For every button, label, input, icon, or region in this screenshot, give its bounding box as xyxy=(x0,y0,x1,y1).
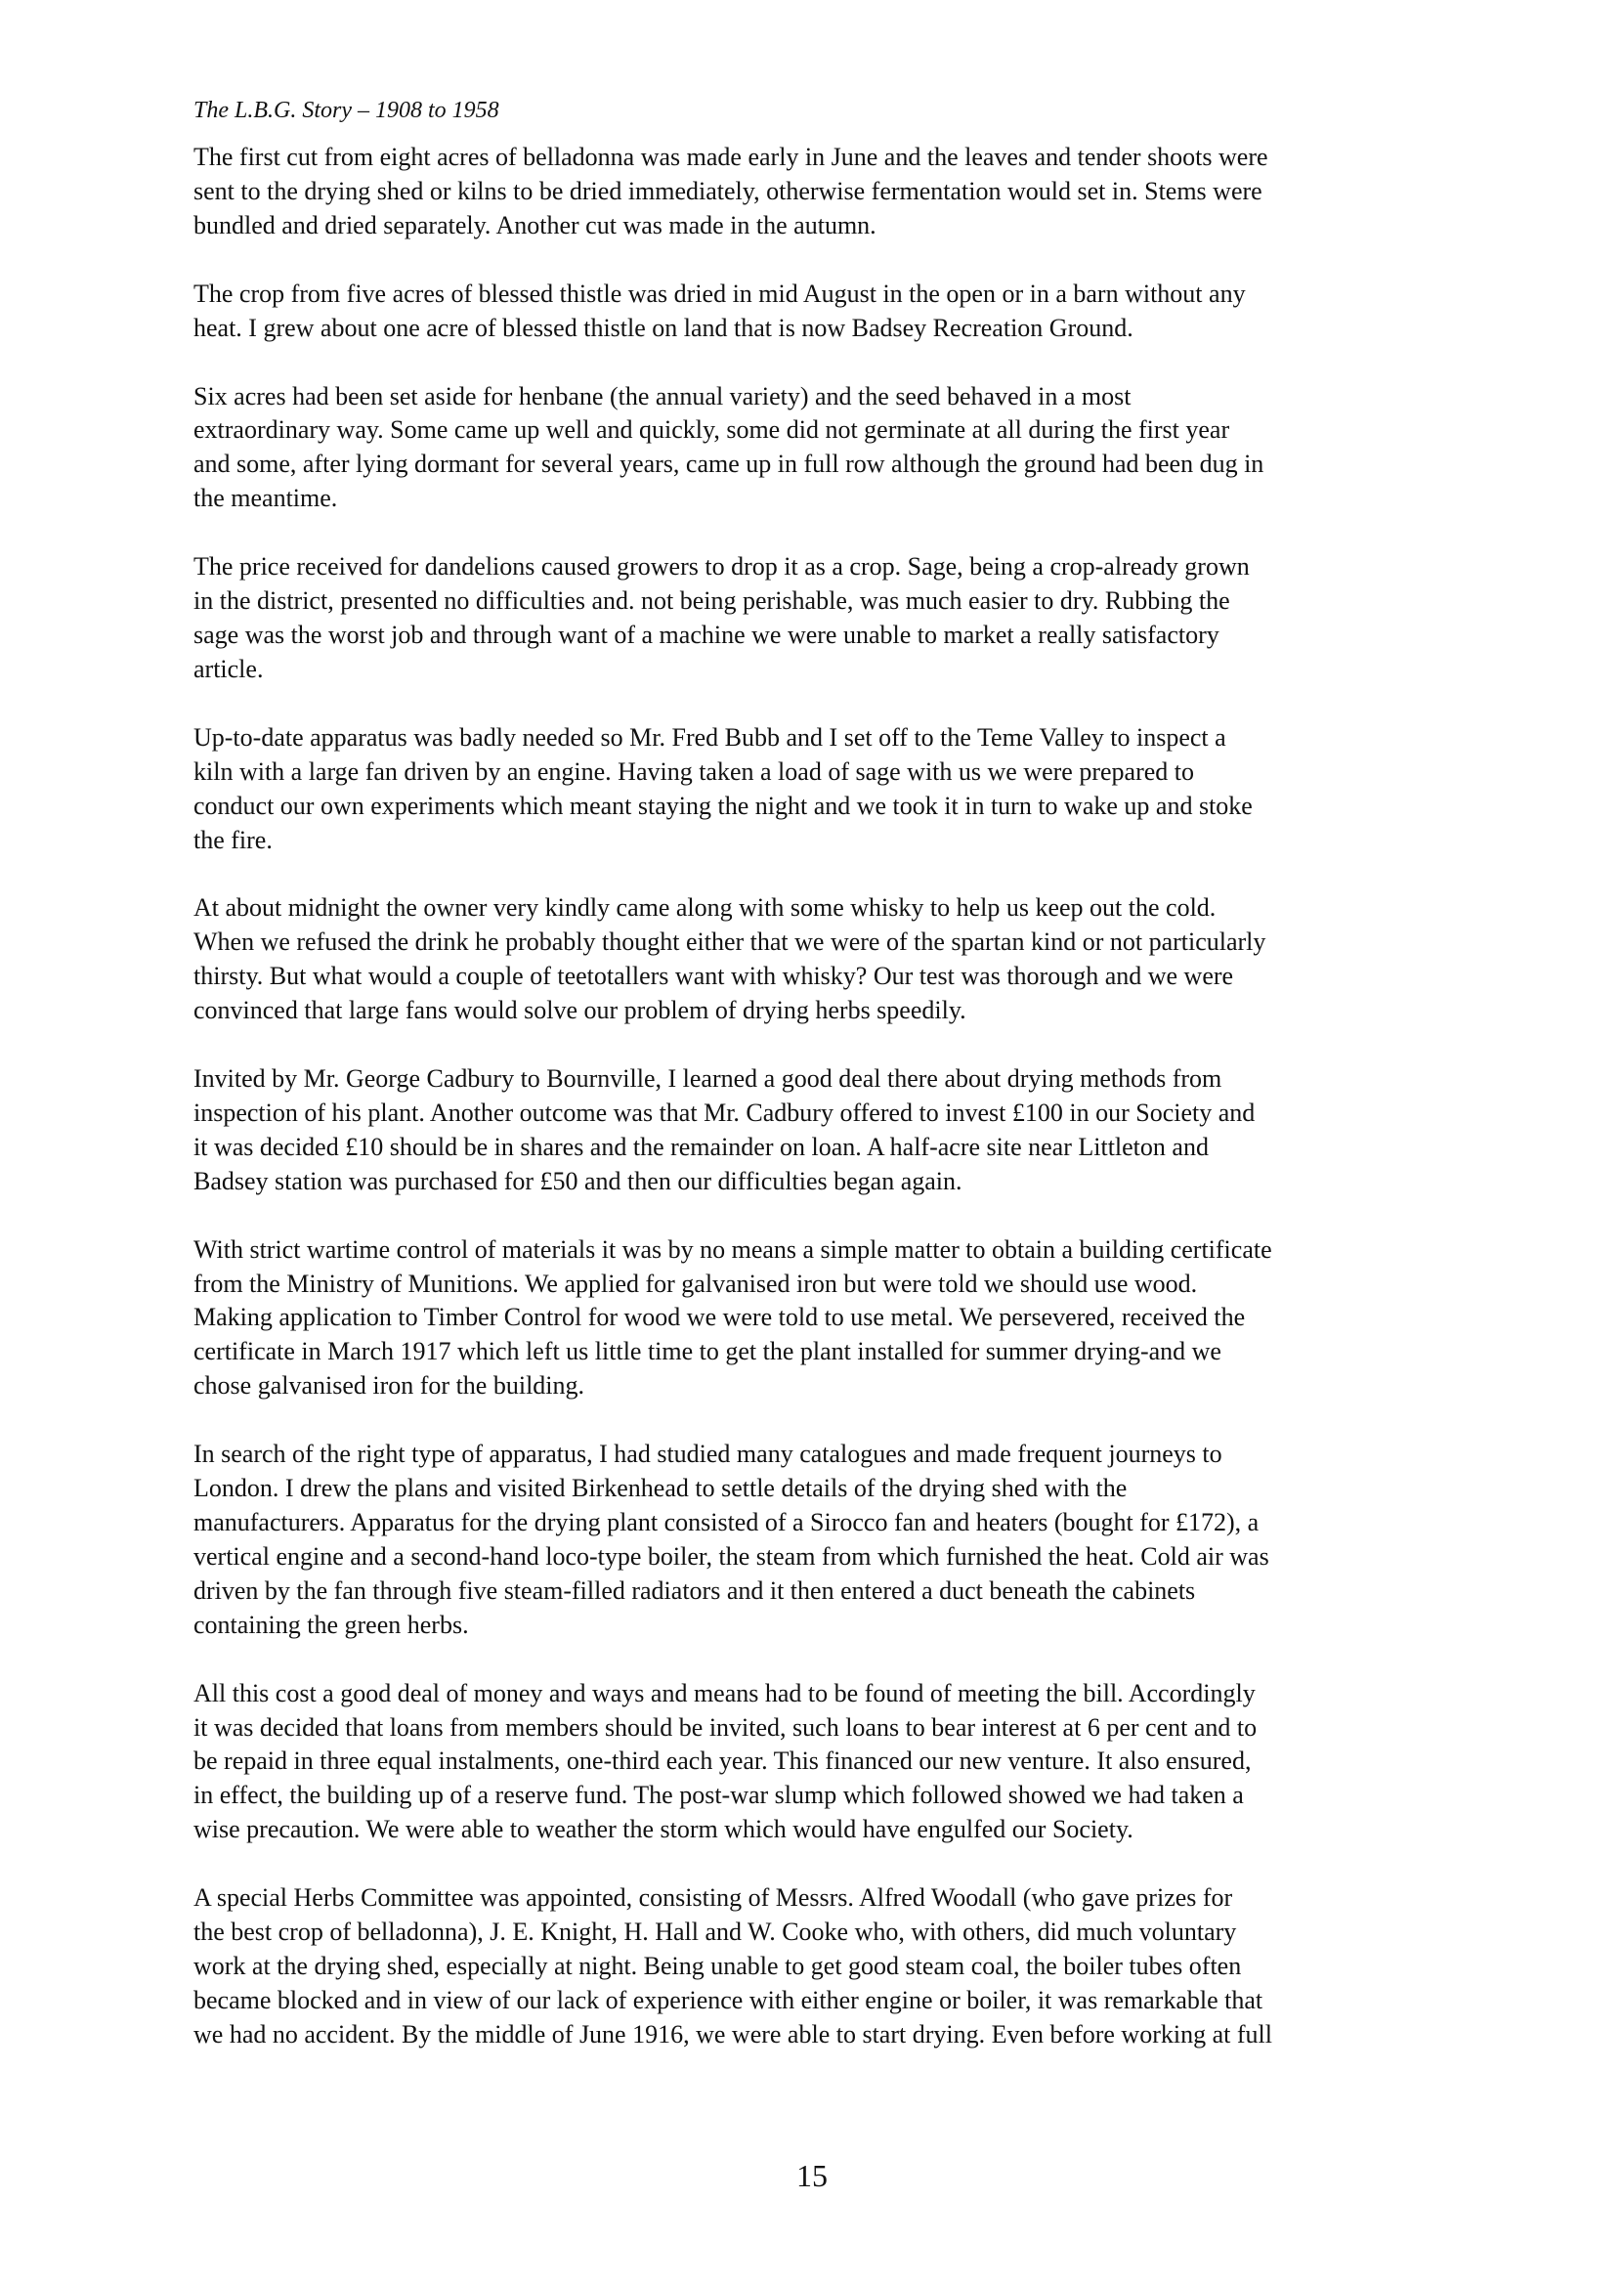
text-line: A special Herbs Committee was appointed, consisting of Messrs. Alfred Woodall (who gave prizes for xyxy=(193,1883,1233,1913)
text-line: from the Ministry of Munitions. We applied for galvanised iron but were told we should use wood. xyxy=(193,1269,1198,1298)
paragraph xyxy=(193,278,1493,346)
text-line: it was decided that loans from members should be invited, such loans to bear interest at 6 per cent and to xyxy=(193,1712,1258,1742)
text-line: Up-to-date apparatus was badly needed so Mr. Fred Bubb and I set off to the Teme Valley to inspect a xyxy=(193,722,1226,752)
text-line: be repaid in three equal instalments, one-third each year. This financed our new venture. It also ensured, xyxy=(193,1747,1252,1776)
text-line: driven by the fan through five steam-filled radiators and it then entered a duct beneath the cabinets xyxy=(193,1575,1196,1605)
text-line: the meantime. xyxy=(193,484,338,513)
text-line: became blocked and in view of our lack of experience with either engine or boiler, it was remarkable that xyxy=(193,1985,1263,2014)
paragraph xyxy=(193,721,1493,858)
text-line: it was decided £10 should be in shares and the remainder on loan. A half-acre site near Littleton and xyxy=(193,1132,1209,1161)
text-line: Invited by Mr. George Cadbury to Bournville, I learned a good deal there about drying methods from xyxy=(193,1064,1222,1094)
body-text xyxy=(193,141,1493,2087)
text-line: inspection of his plant. Another outcome was that Mr. Cadbury offered to invest £100 in our Society and xyxy=(193,1098,1256,1127)
text-line: in the district, presented no difficulties and. not being perishable, was much easier to dry. Rubbing the xyxy=(193,586,1230,616)
text-line: extraordinary way. Some came up well and quickly, some did not germinate at all during the first year xyxy=(193,415,1230,445)
text-line: With strict wartime control of materials it was by no means a simple matter to obtain a building certificate xyxy=(193,1234,1272,1264)
text-line: thirsty. But what would a couple of teetotallers want with whisky? Our test was thorough and we were xyxy=(193,962,1234,991)
text-line: The price received for dandelions caused growers to drop it as a crop. Sage, being a crop-already grown xyxy=(193,552,1250,582)
text-line: containing the green herbs. xyxy=(193,1610,469,1639)
paragraph xyxy=(193,891,1493,1028)
text-line: conduct our own experiments which meant staying the night and we took it in turn to wake up and stoke xyxy=(193,791,1253,820)
text-line: bundled and dried separately. Another cut was made in the autumn. xyxy=(193,210,876,239)
text-line: All this cost a good deal of money and ways and means had to be found of meeting the bill. Accordingly xyxy=(193,1678,1256,1707)
text-line: we had no accident. By the middle of June 1916, we were able to start drying. Even before working at full xyxy=(193,2019,1272,2049)
text-line: sage was the worst job and through want of a machine we were unable to market a really satisfactory xyxy=(193,620,1219,649)
paragraph xyxy=(193,141,1493,243)
text-line: The first cut from eight acres of belladonna was made early in June and the leaves and tender shoots were xyxy=(193,143,1268,171)
text-line: article. xyxy=(193,654,264,683)
paragraph xyxy=(193,380,1493,517)
running-header: The L.B.G. Story – 1908 to 1958 xyxy=(193,98,499,123)
text-line: sent to the drying shed or kilns to be dried immediately, otherwise fermentation would set in. Stems were xyxy=(193,176,1262,205)
text-line: work at the drying shed, especially at night. Being unable to get good steam coal, the boiler tubes often xyxy=(193,1951,1242,1980)
paragraph xyxy=(193,1881,1493,2052)
text-line: chose galvanised iron for the building. xyxy=(193,1371,585,1401)
text-line: in effect, the building up of a reserve fund. The post-war slump which followed showed we had taken a xyxy=(193,1781,1244,1810)
text-line: At about midnight the owner very kindly came along with some whisky to help us keep out the cold. xyxy=(193,893,1217,923)
text-line: Making application to Timber Control for wood we were told to use metal. We persevered, received the xyxy=(193,1303,1246,1332)
text-line: The crop from five acres of blessed thistle was dried in mid August in the open or in a barn without any xyxy=(193,279,1246,308)
text-line: heat. I grew about one acre of blessed thistle on land that is now Badsey Recreation Ground. xyxy=(193,313,1133,342)
text-line: and some, after lying dormant for several years, came up in full row although the ground had been dug in xyxy=(193,450,1264,479)
text-line: vertical engine and a second-hand loco-type boiler, the steam from which furnished the heat. Cold air was xyxy=(193,1541,1269,1571)
paragraph xyxy=(193,1062,1493,1199)
paragraph xyxy=(193,1677,1493,1848)
paragraph xyxy=(193,1438,1493,1642)
text-line: the fire. xyxy=(193,825,273,854)
page-number: 15 xyxy=(796,2158,828,2193)
text-line: manufacturers. Apparatus for the drying plant consisted of a Sirocco fan and heaters (bought for £172), a xyxy=(193,1508,1260,1536)
text-line: London. I drew the plans and visited Birkenhead to settle details of the drying shed with the xyxy=(193,1474,1128,1503)
text-line: certificate in March 1917 which left us little time to get the plant installed for summer drying-and we xyxy=(193,1337,1221,1366)
text-line: In search of the right type of apparatus, I had studied many catalogues and made frequent journeys to xyxy=(193,1440,1222,1469)
text-line: When we refused the drink he probably thought either that we were of the spartan kind or not particularly xyxy=(193,927,1266,957)
text-line: the best crop of belladonna), J. E. Knight, H. Hall and W. Cooke who, with others, did much voluntary xyxy=(193,1918,1237,1947)
text-line: kiln with a large fan driven by an engine. Having taken a load of sage with us we were prepared to xyxy=(193,756,1195,786)
paragraph xyxy=(193,550,1493,687)
text-line: Badsey station was purchased for £50 and then our difficulties began again. xyxy=(193,1166,962,1195)
text-line: Six acres had been set aside for henbane (the annual variety) and the seed behaved in a most xyxy=(193,381,1132,410)
text-line: convinced that large fans would solve our problem of drying herbs speedily. xyxy=(193,996,966,1025)
text-line: wise precaution. We were able to weather the storm which would have engulfed our Society. xyxy=(193,1815,1133,1844)
paragraph xyxy=(193,1233,1493,1404)
